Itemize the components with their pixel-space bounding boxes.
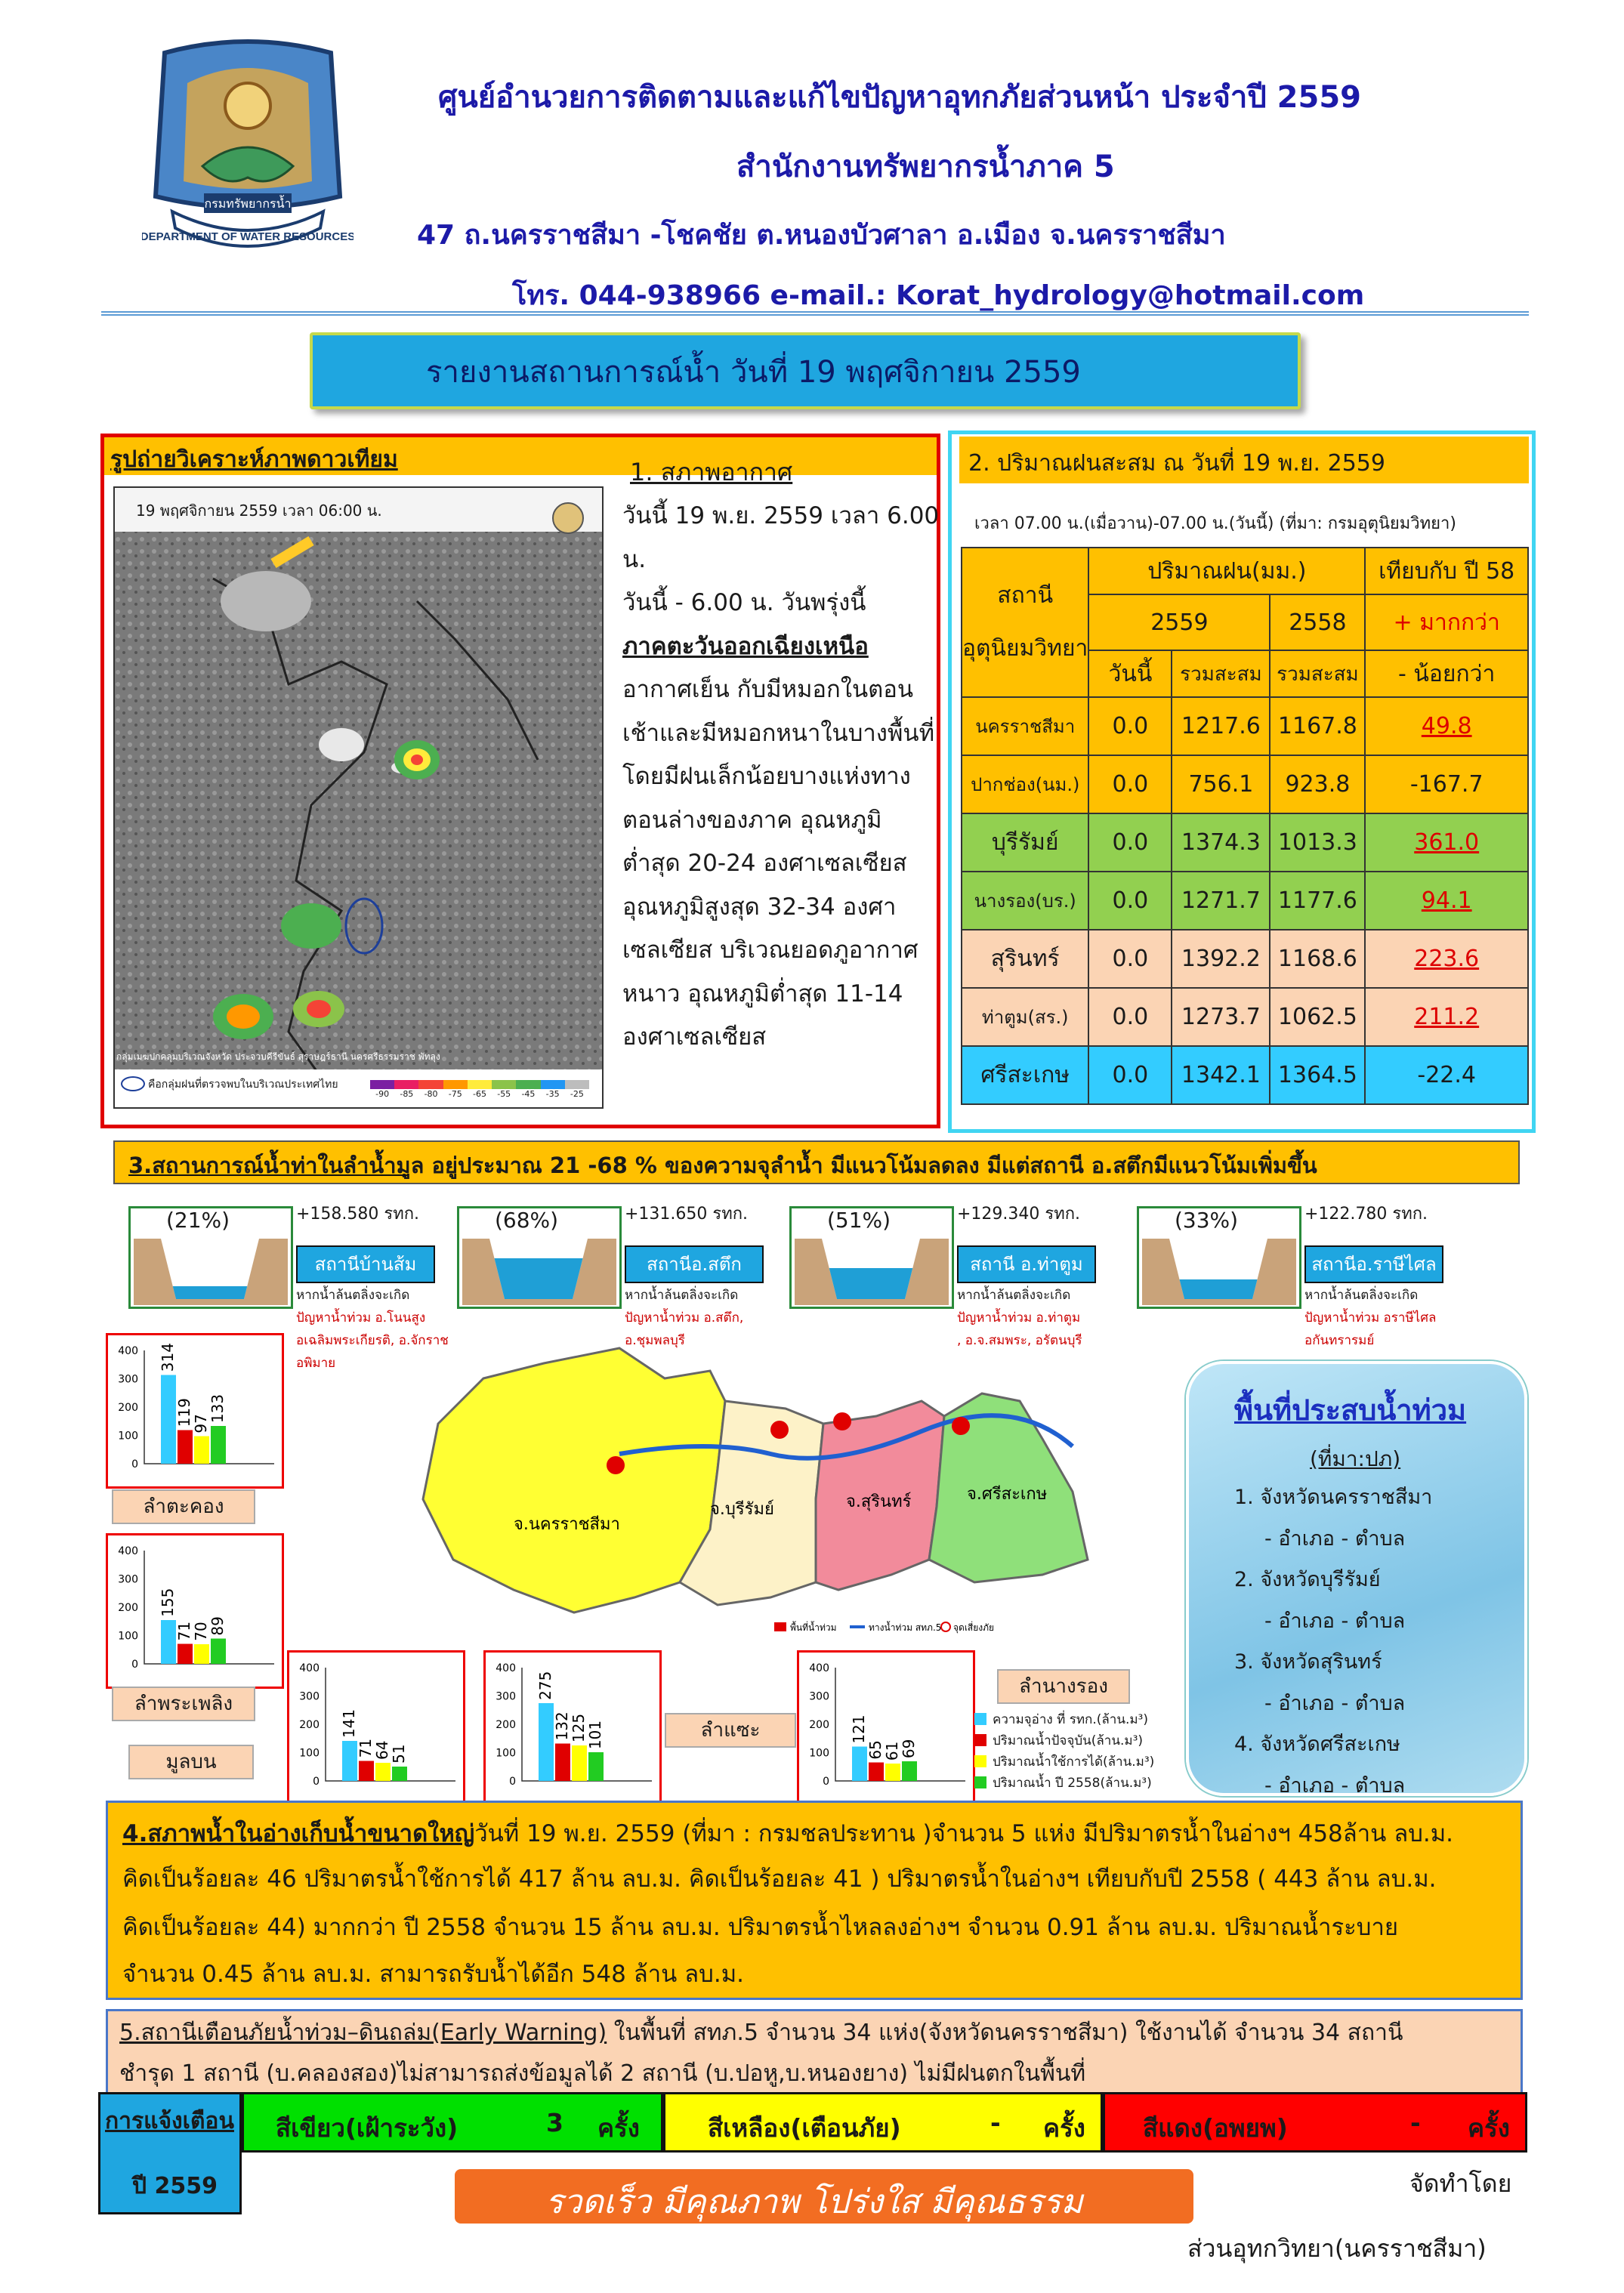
header-office: สำนักงานทรัพยากรน้ำภาค 5 [736, 150, 1115, 184]
weather-line: หนาว อุณหภูมิต่ำสุด 11-14 [622, 980, 903, 1008]
satellite-label: รูปถ่ายวิเคราะห์ภาพดาวเทียม [110, 446, 398, 473]
scale-swatch [468, 1080, 492, 1089]
chart-bar [161, 1375, 176, 1464]
chart-data-label: 132 [553, 1711, 571, 1741]
report-title-banner [310, 332, 1301, 409]
header-contact: โทร. 044-938966 e-mail.: Korat_hydrology@hotmail.com [512, 280, 1365, 311]
rain-cum-2558: 1062.5 [1270, 988, 1365, 1046]
rain-cum-2558: 1364.5 [1270, 1046, 1365, 1104]
station-capacity-pct: (33%) [1175, 1208, 1239, 1233]
report-title: รายงานสถานการณ์น้ำ วันที่ 19 พฤศจิกายน 2559 [426, 355, 1081, 390]
header-divider [101, 311, 1529, 316]
alert-green-count: 3 [546, 2108, 563, 2137]
chart-tick-label: 0 [509, 1776, 516, 1788]
alert-red-label: สีแดง(อพยพ) [1143, 2113, 1288, 2143]
map-legend-waterway: ทางน้ำท่วม สทภ.5 [869, 1622, 942, 1633]
rain-cum-2559: 1342.1 [1172, 1046, 1270, 1104]
chart-tick-label: 200 [118, 1402, 138, 1414]
reservoir-legend-item [974, 1772, 1201, 1793]
alert-green [242, 2092, 663, 2153]
scale-swatch [565, 1080, 589, 1089]
station-note: อ.ชุมพลบุรี [625, 1333, 685, 1348]
weather-line: โดยมีฝนเล็กน้อยบางแห่งทาง [622, 763, 911, 790]
rain-cum-2558: 1013.3 [1270, 813, 1365, 872]
rain-today: 0.0 [1088, 872, 1172, 930]
chart-bar [211, 1639, 226, 1664]
header-address: 47 ถ.นครราชสีมา -โชคชัย ต.หนองบัวศาลา อ.เมือง จ.นครราชสีมา [417, 220, 1226, 251]
satellite-caption: 19 พฤศจิกายน 2559 เวลา 06:00 น. [136, 501, 382, 520]
reservoir-chart [483, 1650, 662, 1806]
chart-data-label: 71 [175, 1621, 193, 1641]
scale-label: -90 [375, 1089, 390, 1099]
rain-head-today: วันนี้ [1088, 650, 1172, 697]
rain-station-name: สุรินทร์ [962, 930, 1088, 988]
scale-label: -80 [424, 1089, 438, 1099]
rain-today: 0.0 [1088, 930, 1172, 988]
chart-data-label: 64 [373, 1740, 391, 1760]
chart-data-label: 125 [570, 1713, 588, 1743]
station-note: ปัญหาน้ำท่วม อ.ท่าตูม [957, 1310, 1081, 1325]
map-legend-risk: จุดเสี่ยงภัย [953, 1622, 995, 1633]
basin-map [393, 1333, 1110, 1658]
alert-yellow-unit: ครั้ง [1043, 2113, 1085, 2143]
station-level: +129.340 รทก. [957, 1205, 1081, 1224]
prepared-by-label: จัดทำโดย [1409, 2169, 1512, 2198]
chart-bar [342, 1741, 357, 1781]
flood-area-source: (ที่มา:ปภ) [1310, 1446, 1401, 1471]
rain-cum-2559: 756.1 [1172, 755, 1270, 813]
rain-cum-2559: 1374.3 [1172, 813, 1270, 872]
chart-tick-label: 400 [299, 1662, 320, 1674]
station-note: อพิมาย [296, 1356, 336, 1371]
scale-label: -25 [570, 1089, 584, 1099]
flood-area-line: 2. จังหวัดบุรีรัมย์ [1234, 1568, 1381, 1591]
chart-data-label: 275 [536, 1671, 554, 1700]
slogan: รวดเร็ว มีคุณภาพ โปร่งใส มีคุณธรรม [545, 2183, 1083, 2221]
chart-tick-label: 100 [809, 1747, 829, 1760]
rain-diff: 211.2 [1365, 988, 1528, 1046]
station-note: ปัญหาน้ำท่วม อราษีไศล [1304, 1310, 1437, 1325]
chart-data-label: 71 [357, 1738, 375, 1758]
scale-label: -65 [473, 1089, 486, 1099]
weather-line: วันนี้ 19 พ.ย. 2559 เวลา 6.00 น. [622, 502, 940, 573]
station-capacity-pct: (51%) [827, 1208, 891, 1233]
chart-data-label: 133 [208, 1393, 227, 1424]
satellite-legend-note: คือกลุ่มฝนที่ตรวจพบในบริเวณประเทศไทย [148, 1079, 338, 1091]
alert-yellow-label: สีเหลือง(เตือนภัย) [708, 2113, 901, 2143]
river-heading: 3.สถานการณ์น้ำท่าในลำน้ำมูล อยู่ประมาณ 21 -68 % ของความจุลำน้ำ มีแนวโน้มลดลง มีแต่สถานี อ.สตึกมีแนวโน้มเพิ่มขึ้น [128, 1153, 1317, 1178]
rain-cum-2559: 1273.7 [1172, 988, 1270, 1046]
chart-tick-label: 300 [809, 1690, 829, 1703]
reservoir-legend-item [974, 1708, 1201, 1730]
rain-row [962, 1046, 1528, 1104]
flood-area-line: 3. จังหวัดสุรินทร์ [1234, 1650, 1382, 1674]
reservoir-legend-item [974, 1730, 1201, 1751]
chart-bar [555, 1744, 570, 1782]
cloud-note: กลุ่มเมฆปกคลุมบริเวณจังหวัด ประจวบคีรีขันธ์ สุราษฎร์ธานี นครศรีธรรมราช พัทลุง [116, 1051, 440, 1062]
alert-green-label: สีเขียว(เฝ้าระวัง) [276, 2113, 458, 2143]
scale-swatch [492, 1080, 516, 1089]
chart-data-label: 65 [866, 1740, 885, 1760]
reservoir-legend [974, 1708, 1201, 1793]
chart-tick-label: 200 [299, 1719, 320, 1731]
rain-head-cum59: รวมสะสม [1172, 650, 1270, 697]
chart-label-lamphraphloeng: ลำพระเพลิง [112, 1687, 255, 1721]
flood-area-line: - อำเภอ - ตำบล [1264, 1609, 1406, 1633]
legend-swatch [974, 1776, 986, 1788]
chart-tick-label: 100 [299, 1747, 320, 1760]
chart-bar [852, 1747, 867, 1781]
chart-tick-label: 200 [496, 1719, 516, 1731]
chart-bar [359, 1761, 374, 1781]
rain-row [962, 872, 1528, 930]
dam-line4: จำนวน 0.45 ล้าน ลบ.ม. สามารถรับน้ำได้อีก 548 ล้าน ลบ.ม. [122, 1961, 744, 1988]
chart-data-label: 314 [159, 1343, 177, 1372]
scale-label: -85 [400, 1089, 414, 1099]
alert-year: ปี 2559 [132, 2173, 218, 2199]
station-note: หากน้ำล้นตลิ่งจะเกิด [1304, 1288, 1419, 1303]
chart-label-lamnangrong: ลำนางรอง [997, 1669, 1130, 1704]
rain-head-2558: 2558 [1270, 594, 1365, 650]
alert-label: การแจ้งเตือน [105, 2108, 234, 2134]
station-note: อเฉลิมพระเกียรติ, อ.จักราช [296, 1333, 449, 1348]
rain-note: เวลา 07.00 น.(เมื่อวาน)-07.00 น.(วันนี้) (ที่มา: กรมอุตุนิยมวิทยา) [974, 514, 1456, 533]
rain-diff: -22.4 [1365, 1046, 1528, 1104]
station-note: หากน้ำล้นตลิ่งจะเกิด [625, 1288, 739, 1303]
legend-swatch [974, 1734, 986, 1746]
alert-red [1103, 2092, 1527, 2153]
rain-today: 0.0 [1088, 988, 1172, 1046]
rain-head-station-1: สถานี [997, 582, 1054, 609]
chart-label-lamtakhong: ลำตะคอง [112, 1489, 255, 1524]
alert-green-unit: ครั้ง [597, 2113, 640, 2143]
chart-data-label: 61 [883, 1741, 901, 1761]
rain-cum-2559: 1271.7 [1172, 872, 1270, 930]
reservoir-chart [106, 1533, 284, 1689]
chart-data-label: 89 [208, 1616, 227, 1636]
chart-data-label: 51 [390, 1744, 408, 1764]
reservoir-chart [797, 1650, 975, 1806]
dam-line3: คิดเป็นร้อยละ 44) มากกว่า ปี 2558 จำนวน 15 ล้าน ลบ.ม. ปริมาตรน้ำไหลลงอ่างฯ จำนวน 0.91 ล้าน ลบ.ม. ปริมาณน้ำระบาย [122, 1914, 1399, 1941]
rain-cluster-marker [121, 1076, 145, 1091]
scale-label: -75 [448, 1089, 462, 1099]
rain-head-compare: เทียบกับ ปี 58 [1365, 548, 1528, 594]
rain-head-station-2: อุตุนิยมวิทยา [962, 635, 1088, 662]
rain-diff: 49.8 [1365, 697, 1528, 755]
chart-label-lamsae: ลำแซะ [665, 1713, 796, 1748]
chart-tick-label: 300 [299, 1690, 320, 1703]
weather-line: ภาคตะวันออกเฉียงเหนือ [622, 632, 869, 660]
warning-line1-text: ในพื้นที่ สทภ.5 จำนวน 34 แห่ง(จังหวัดนครราชสีมา) ใช้งานได้ จำนวน 34 สถานี [607, 2020, 1403, 2046]
rain-head-2559: 2559 [1088, 594, 1270, 650]
map-province-buriram: จ.บุรีรัมย์ [710, 1500, 774, 1519]
rain-diff: 223.6 [1365, 930, 1528, 988]
chart-tick-label: 200 [118, 1602, 138, 1614]
weather-heading: 1. สภาพอากาศ [630, 458, 793, 486]
chart-tick-label: 100 [118, 1430, 138, 1443]
station-capacity-pct: (21%) [166, 1208, 230, 1233]
scale-swatch [394, 1080, 418, 1089]
weather-line: เช้าและมีหมอกหนาในบางพื้นที่ [622, 719, 935, 747]
weather-line: ตอนล่างของภาค อุณหภูมิ [622, 806, 882, 834]
station-name: สถานีบ้านส้ม [296, 1245, 435, 1283]
weather-line: อุณหภูมิสูงสุด 32-34 องศา [622, 893, 897, 921]
satellite-image [113, 486, 604, 1109]
station-level: +158.580 รทก. [296, 1205, 420, 1224]
rain-cum-2559: 1392.2 [1172, 930, 1270, 988]
slogan-banner [455, 2169, 1193, 2224]
chart-tick-label: 0 [131, 1458, 138, 1471]
rain-station-name: นางรอง(บร.) [962, 872, 1088, 930]
rain-heading: 2. ปริมาณฝนสะสม ณ วันที่ 19 พ.ย. 2559 [968, 450, 1385, 477]
chart-bar [869, 1763, 884, 1781]
warning-heading: 5.สถานีเตือนภัยน้ำท่วม–ดินถล่ม(Early Warning) [119, 2020, 607, 2046]
rain-diff: 361.0 [1365, 813, 1528, 872]
chart-tick-label: 100 [496, 1747, 516, 1760]
flood-area-line: 4. จังหวัดศรีสะเกษ [1234, 1733, 1400, 1756]
station-note: , อ.จ.สมพระ, อรัตนบุรี [957, 1333, 1082, 1348]
chart-bar [178, 1430, 193, 1464]
chart-bar [539, 1703, 554, 1781]
rain-today: 0.0 [1088, 755, 1172, 813]
alert-yellow-count: - [990, 2108, 1001, 2137]
rain-station-name: ท่าตูม(สร.) [962, 988, 1088, 1046]
chart-tick-label: 0 [823, 1776, 829, 1788]
chart-tick-label: 0 [313, 1776, 320, 1788]
rain-cum-2559: 1217.6 [1172, 697, 1270, 755]
chart-tick-label: 0 [131, 1659, 138, 1671]
weather-line: อากาศเย็น กับมีหมอกในตอน [622, 676, 914, 703]
chart-tick-label: 400 [118, 1545, 138, 1557]
chart-data-label: 97 [192, 1414, 210, 1434]
rain-head-more: + มากกว่า [1365, 594, 1528, 650]
satellite-scale [370, 1080, 589, 1103]
rain-cum-2558: 923.8 [1270, 755, 1365, 813]
legend-label: ปริมาณน้ำใช้การได้(ล้าน.ม³) [993, 1754, 1155, 1770]
rain-row [962, 988, 1528, 1046]
alert-red-unit: ครั้ง [1468, 2113, 1510, 2143]
rain-diff: -167.7 [1365, 755, 1528, 813]
rain-row [962, 697, 1528, 755]
station-note: ปัญหาน้ำท่วม อ.สตึก, [625, 1310, 744, 1325]
rain-row [962, 930, 1528, 988]
chart-data-label: 141 [340, 1708, 358, 1739]
chart-label-mulbon: มูลบน [128, 1745, 254, 1779]
scale-swatch [443, 1080, 468, 1089]
station-note: ปัญหาน้ำท่วม อ.โนนสูง [296, 1310, 426, 1325]
chart-tick-label: 400 [496, 1662, 516, 1674]
chart-data-label: 121 [850, 1714, 868, 1744]
weather-line: เซลเซียส บริเวณยอดภูอากาศ [622, 937, 919, 964]
station-name: สถานีอ.สตึก [625, 1245, 764, 1283]
flood-area-line: 1. จังหวัดนครราชสีมา [1234, 1486, 1433, 1509]
chart-bar [885, 1764, 900, 1781]
reservoir-legend-item [974, 1751, 1201, 1772]
scale-swatch [541, 1080, 565, 1089]
chart-tick-label: 200 [809, 1719, 829, 1731]
weather-line: ต่ำสุด 20-24 องศาเซลเซียส [622, 850, 907, 877]
chart-data-label: 119 [175, 1398, 193, 1427]
rain-table [961, 547, 1529, 1105]
rain-diff: 94.1 [1365, 872, 1528, 930]
rain-today: 0.0 [1088, 813, 1172, 872]
map-legend-flood: พื้นที่น้ำท่วม [790, 1622, 837, 1633]
flood-area-line: - อำเภอ - ตำบล [1264, 1526, 1406, 1551]
logo-text: DEPARTMENT OF WATER RESOURCES [142, 230, 354, 243]
weather-line: วันนี้ - 6.00 น. วันพรุ่งนี้ [622, 589, 866, 616]
warning-line1 [119, 2015, 1403, 2051]
rain-head-amount: ปริมาณฝน(มม.) [1088, 548, 1365, 594]
chart-bar [211, 1426, 226, 1464]
chart-data-label: 101 [586, 1720, 604, 1750]
weather-text [622, 495, 940, 1060]
legend-swatch [974, 1713, 986, 1725]
alert-label-box [98, 2092, 242, 2214]
flood-area-title: พื้นที่ประสบน้ำท่วม [1234, 1393, 1467, 1427]
station-note: หากน้ำล้นตลิ่งจะเกิด [957, 1288, 1071, 1303]
flood-area-line: - อำเภอ - ตำบล [1264, 1691, 1406, 1715]
scale-swatch [516, 1080, 540, 1089]
legend-swatch [974, 1755, 986, 1767]
chart-bar [194, 1437, 209, 1464]
map-province-surin: จ.สุรินทร์ [846, 1492, 912, 1511]
logo-ribbon: กรมทรัพยากรน้ำ [204, 196, 292, 211]
chart-bar [178, 1643, 193, 1664]
rain-station-name: ปากช่อง(นม.) [962, 755, 1088, 813]
chart-tick-label: 400 [118, 1345, 138, 1357]
station-level: +122.780 รทก. [1304, 1205, 1428, 1224]
chart-tick-label: 300 [118, 1373, 138, 1386]
rain-today: 0.0 [1088, 697, 1172, 755]
chart-tick-label: 300 [496, 1690, 516, 1703]
station-note: หากน้ำล้นตลิ่งจะเกิด [296, 1288, 410, 1303]
chart-bar [392, 1767, 407, 1781]
warning-line2: ชำรุด 1 สถานี (บ.คลองสอง)ไม่สามารถส่งข้อมูลได้ 2 สถานี (บ.ปอหู,บ.หนองยาง) ไม่มีฝนตกในพื้นที่ [119, 2060, 1086, 2087]
rain-station-name: ศรีสะเกษ [962, 1046, 1088, 1104]
station-level: +131.650 รทก. [625, 1205, 749, 1224]
chart-bar [375, 1763, 391, 1781]
rain-head-station [962, 548, 1088, 697]
legend-label: ปริมาณน้ำ ปี 2558(ล้าน.ม³) [993, 1775, 1152, 1791]
header-title: ศูนย์อำนวยการติดตามและแก้ไขปัญหาอุทกภัยส่วนหน้า ประจำปี 2559 [438, 80, 1361, 115]
dam-line1-text: วันที่ 19 พ.ย. 2559 (ที่มา : กรมชลประทาน )จำนวน 5 แห่ง มีปริมาตรน้ำในอ่างฯ 458ล้าน ลบ.ม. [474, 1820, 1454, 1847]
dam-line1 [122, 1814, 1453, 1852]
map-province-nakhonratchasima: จ.นครราชสีมา [514, 1515, 620, 1534]
department-logo [142, 38, 354, 264]
chart-tick-label: 300 [118, 1573, 138, 1586]
scale-swatch [418, 1080, 443, 1089]
rain-cum-2558: 1167.8 [1270, 697, 1365, 755]
dam-heading: 4.สภาพน้ำในอ่างเก็บน้ำขนาดใหญ่ [122, 1820, 475, 1847]
chart-data-label: 70 [192, 1622, 210, 1641]
chart-tick-label: 400 [809, 1662, 829, 1674]
flood-area-line: - อำเภอ - ตำบล [1264, 1773, 1406, 1798]
flood-area-panel [1186, 1361, 1527, 1796]
reservoir-chart [106, 1333, 284, 1489]
scale-swatch [370, 1080, 394, 1089]
rain-today: 0.0 [1088, 1046, 1172, 1104]
weather-line: องศาเซลเซียส [622, 1023, 767, 1051]
chart-bar [902, 1761, 917, 1781]
scale-label: -45 [521, 1089, 536, 1099]
chart-data-label: 69 [900, 1739, 918, 1759]
dam-line2: คิดเป็นร้อยละ 46 ปริมาตรน้ำใช้การได้ 417 ล้าน ลบ.ม. คิดเป็นร้อยละ 41 ) ปริมาตรน้ำในอ่างฯ เทียบกับปี 2558 ( 443 ล้าน ลบ.ม. [122, 1866, 1437, 1893]
chart-tick-label: 100 [118, 1630, 138, 1643]
chart-bar [588, 1752, 604, 1781]
alert-yellow [663, 2092, 1103, 2153]
prepared-by-org: ส่วนอุทกวิทยา(นครราชสีมา) [1187, 2234, 1487, 2263]
scale-label: -35 [545, 1089, 560, 1099]
rain-row [962, 755, 1528, 813]
rain-cum-2558: 1177.6 [1270, 872, 1365, 930]
chart-data-label: 155 [159, 1588, 177, 1617]
station-name: สถานี อ.ท่าตูม [957, 1245, 1096, 1283]
station-name: สถานีอ.ราษีไศล [1304, 1245, 1443, 1283]
chart-bar [194, 1644, 209, 1664]
rain-station-name: นครราชสีมา [962, 697, 1088, 755]
legend-label: ความจุอ่าง ที่ รทก.(ล้าน.ม³) [993, 1711, 1149, 1727]
alert-red-count: - [1410, 2108, 1421, 2137]
rain-head-cum58: รวมสะสม [1270, 650, 1365, 697]
station-note: อกันทรารมย์ [1304, 1333, 1375, 1348]
legend-label: ปริมาณน้ำปัจจุบัน(ล้าน.ม³) [993, 1733, 1144, 1748]
station-capacity-pct: (68%) [495, 1208, 559, 1233]
rain-head-less: - น้อยกว่า [1365, 650, 1528, 697]
rain-station-name: บุรีรัมย์ [962, 813, 1088, 872]
rain-row [962, 813, 1528, 872]
chart-bar [161, 1620, 176, 1664]
chart-bar [572, 1745, 587, 1781]
rain-cum-2558: 1168.6 [1270, 930, 1365, 988]
map-province-sisaket: จ.ศรีสะเกษ [967, 1485, 1048, 1504]
scale-label: -55 [497, 1089, 511, 1099]
reservoir-chart [287, 1650, 465, 1806]
